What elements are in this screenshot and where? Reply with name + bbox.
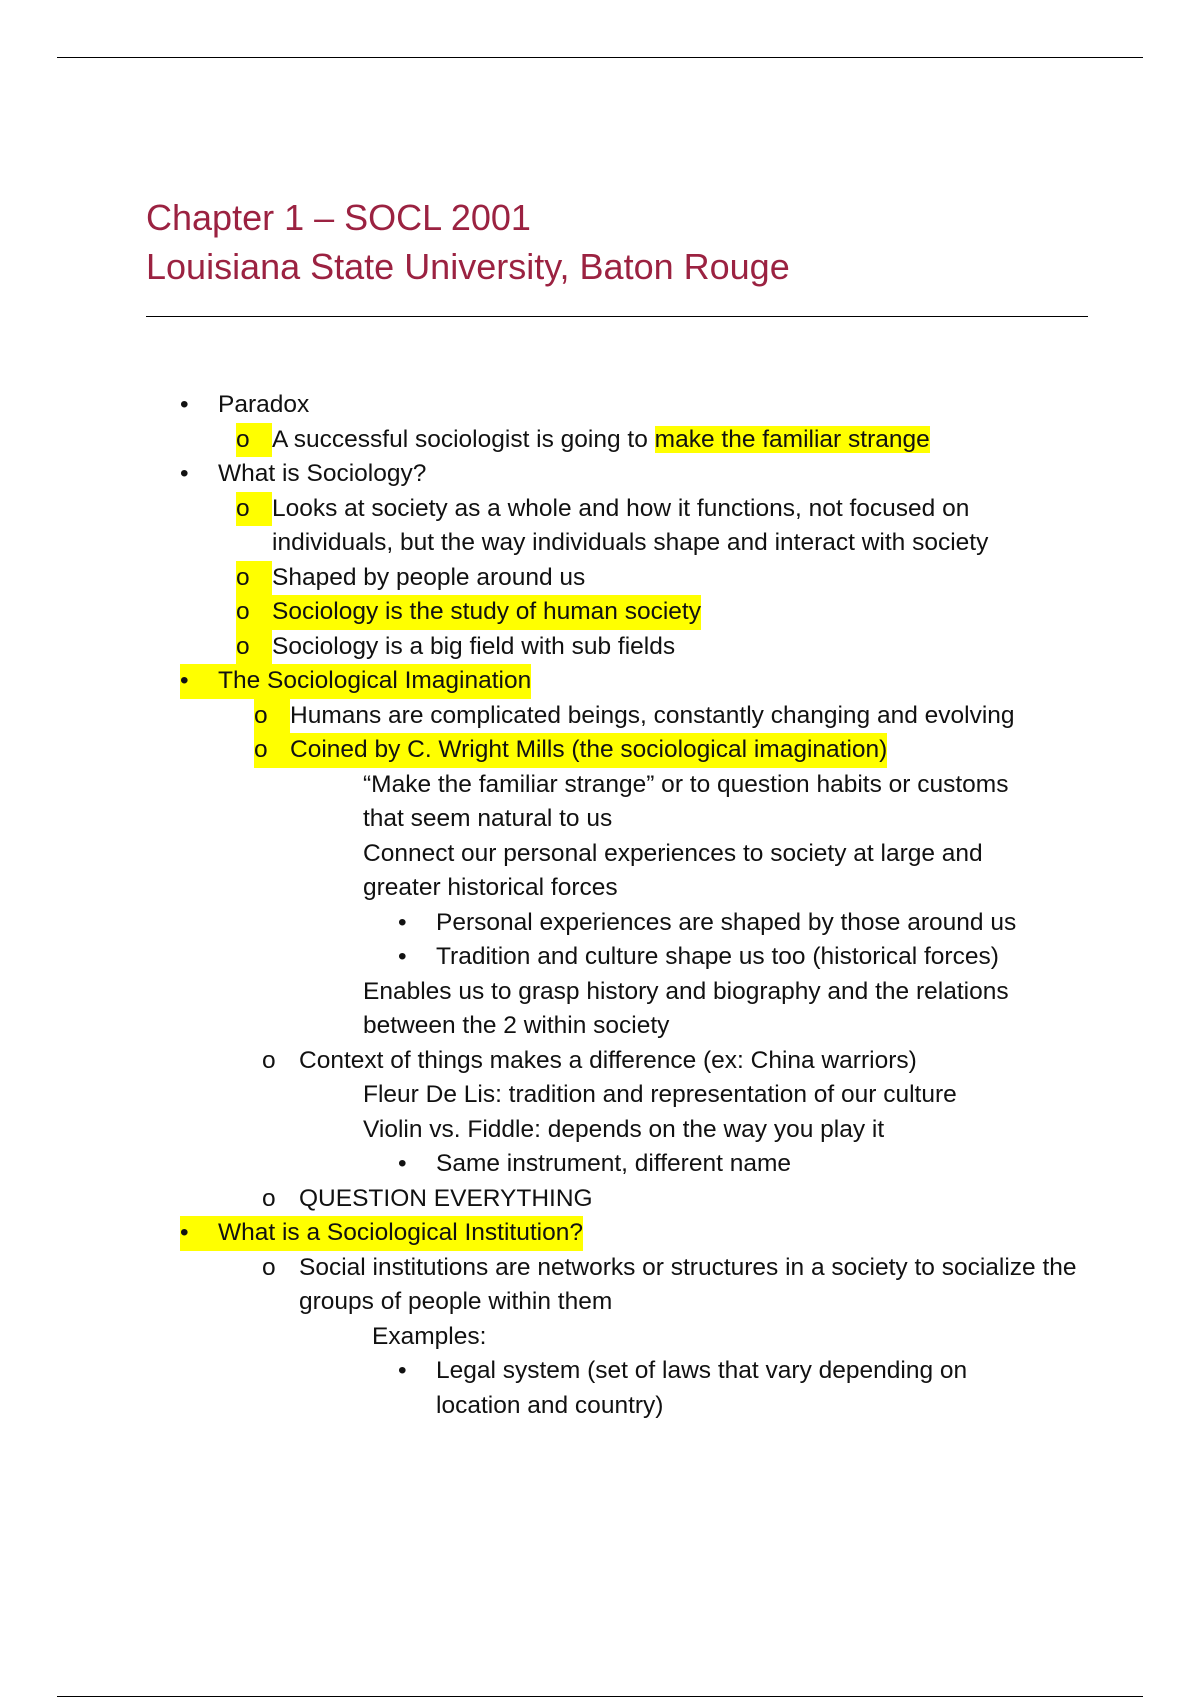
list-item: Violin vs. Fiddle: depends on the way you play it bbox=[363, 1115, 885, 1143]
hollow-bullet-icon: o bbox=[236, 630, 272, 665]
hollow-bullet-icon: o bbox=[236, 595, 272, 630]
hollow-bullet-icon: o bbox=[236, 423, 272, 458]
list-item: o Social institutions are networks or structures in a society to socialize the groups of people within them bbox=[0, 1251, 1200, 1320]
list-item: o Humans are complicated beings, constantly changing and evolving bbox=[0, 699, 1200, 734]
list-item: o QUESTION EVERYTHING bbox=[0, 1182, 1200, 1217]
list-item: o Context of things makes a difference (ex: China warriors) bbox=[0, 1044, 1200, 1079]
list-item: o Shaped by people around us bbox=[0, 561, 1200, 596]
hollow-bullet-icon: o bbox=[262, 1253, 276, 1281]
hollow-bullet-icon: o bbox=[236, 561, 272, 596]
list-item: Enables us to grasp history and biography and the relations between the 2 within society bbox=[363, 977, 1009, 1039]
list-item: o Coined by C. Wright Mills (the sociological imagination) bbox=[0, 733, 1200, 768]
list-item: o Looks at society as a whole and how it functions, not focused on individuals, but the way individuals shape and interact with society bbox=[0, 492, 1200, 561]
bullet-icon: • bbox=[398, 908, 407, 936]
notes-body bbox=[0, 388, 1200, 1423]
page-bottom-rule bbox=[57, 1696, 1143, 1697]
list-item: • The Sociological Imagination bbox=[0, 664, 1200, 699]
page-top-rule bbox=[57, 57, 1143, 58]
list-item: • Paradox bbox=[0, 388, 1200, 423]
list-item: • Tradition and culture shape us too (historical forces) bbox=[0, 940, 1200, 975]
list-item: “Make the familiar strange” or to question habits or customs that seem natural to us bbox=[363, 770, 1009, 832]
list-item: Fleur De Lis: tradition and representation of our culture bbox=[363, 1081, 957, 1108]
list-item: • What is a Sociological Institution? bbox=[0, 1216, 1200, 1251]
bullet-icon: • bbox=[180, 391, 189, 418]
hollow-bullet-icon: o bbox=[254, 699, 290, 734]
hollow-bullet-icon: o bbox=[262, 1184, 276, 1212]
document-title bbox=[146, 193, 790, 291]
hollow-bullet-icon: o bbox=[254, 733, 290, 768]
bullet-icon: • bbox=[398, 1150, 407, 1177]
list-item: • Same instrument, different name bbox=[0, 1147, 1200, 1182]
highlighted-phrase: make the familiar strange bbox=[654, 425, 930, 453]
title-line-2: Louisiana State University, Baton Rouge bbox=[146, 246, 790, 287]
bullet-icon: • bbox=[180, 1216, 218, 1251]
bullet-icon: • bbox=[398, 943, 407, 970]
title-line-1: Chapter 1 – SOCL 2001 bbox=[146, 197, 531, 238]
bullet-icon: • bbox=[180, 664, 218, 699]
list-item: o Sociology is a big field with sub fields bbox=[0, 630, 1200, 665]
list-item: • Personal experiences are shaped by those around us bbox=[0, 906, 1200, 941]
list-item: Connect our personal experiences to society at large and greater historical forces bbox=[363, 839, 983, 901]
list-item: • Legal system (set of laws that vary depending on location and country) bbox=[0, 1354, 1200, 1423]
list-item: Examples: bbox=[372, 1322, 487, 1350]
list-item: o Sociology is the study of human society bbox=[0, 595, 1200, 630]
title-underline bbox=[146, 316, 1088, 317]
list-item: • What is Sociology? bbox=[0, 457, 1200, 492]
bullet-icon: • bbox=[398, 1357, 407, 1384]
hollow-bullet-icon: o bbox=[236, 492, 272, 527]
bullet-icon: • bbox=[180, 460, 189, 487]
hollow-bullet-icon: o bbox=[262, 1046, 276, 1074]
list-item: o A successful sociologist is going to make the familiar strange bbox=[0, 423, 1200, 458]
